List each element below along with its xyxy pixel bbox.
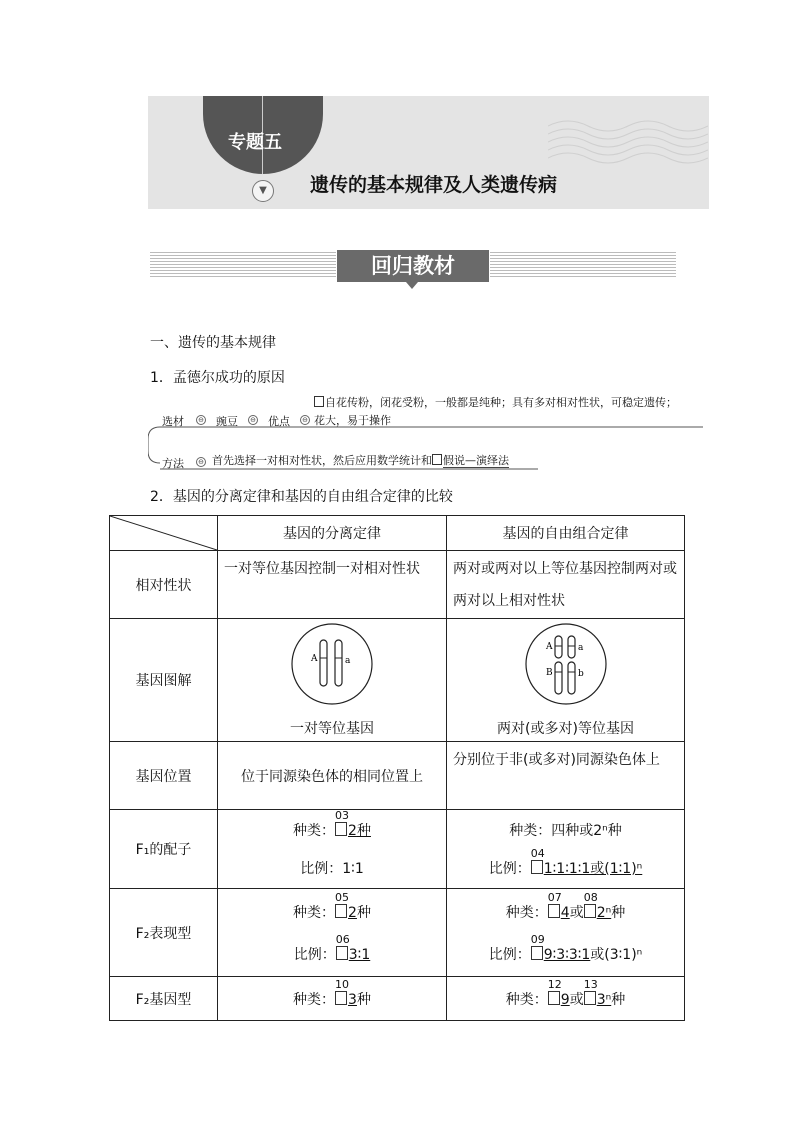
- heading-comparison: 2．基因的分离定律和基因的自由组合定律的比较: [150, 489, 453, 505]
- advantage-text-line2: 花大，易于操作: [314, 414, 391, 427]
- section-title: 回归教材: [337, 250, 489, 282]
- row-label: F₂表现型: [110, 889, 218, 977]
- comparison-table: [109, 515, 685, 1021]
- col-header-independent: 基因的自由组合定律: [447, 516, 685, 551]
- arrow-circle-icon: ⊖: [248, 415, 258, 425]
- answer-number: 03: [335, 809, 350, 822]
- topic-number: 专题五: [228, 132, 282, 153]
- cell: 种类： 10 3种: [218, 977, 447, 1021]
- dotted-band-right: [490, 252, 676, 279]
- svg-text:B: B: [545, 668, 553, 678]
- answer-number: 05: [335, 890, 350, 904]
- diagonal-line: [110, 516, 217, 550]
- answer-number: 13: [583, 977, 598, 991]
- svg-text:A: A: [545, 642, 552, 652]
- svg-text:b: b: [577, 669, 584, 679]
- label-advantage: 优点: [268, 415, 290, 428]
- allele-label: a: [345, 656, 351, 666]
- answer-number: 04: [530, 847, 545, 860]
- table-row: [110, 977, 685, 1021]
- cell: 两对或两对以上等位基因控制两对或两对以上相对性状: [447, 551, 685, 619]
- mendel-diagram: [148, 393, 708, 473]
- table-row: [110, 551, 685, 619]
- caption: 一对等位基因: [290, 721, 374, 737]
- corner-cell: [110, 516, 218, 551]
- answer-number: 10: [335, 977, 350, 991]
- two-allele-pairs-diagram: [524, 622, 608, 706]
- allele-label: A: [311, 654, 318, 664]
- label-material: 选材: [162, 415, 184, 428]
- cell: 种类： 12 9或 13 3ⁿ种: [447, 977, 685, 1021]
- col-header-segregation: 基因的分离定律: [218, 516, 447, 551]
- label-method: 方法: [162, 457, 184, 470]
- arrow-circle-icon: ⊖: [196, 457, 206, 467]
- answer: 3∶1: [348, 946, 371, 963]
- row-label: 基因图解: [110, 619, 218, 742]
- cell: 种类： 03 2种 比例：1∶1: [218, 810, 447, 889]
- answer: 2: [348, 823, 357, 839]
- topic-banner: [148, 96, 709, 209]
- cell: 种类： 07 4或 08 2ⁿ种 比例： 09 9∶3∶3∶1或(3∶1)ⁿ: [447, 889, 685, 977]
- heading-genetic-laws: 一、遗传的基本规律: [150, 335, 276, 351]
- table-row: [110, 742, 685, 810]
- section-pointer: [406, 282, 418, 289]
- row-label: F₂基因型: [110, 977, 218, 1021]
- dotted-band-left: [150, 252, 336, 279]
- cell: 一对等位基因控制一对相对性状: [218, 551, 447, 619]
- arrow-circle-icon: ⊖: [196, 415, 206, 425]
- answer: 3: [348, 991, 357, 1008]
- answer: 1∶1∶1∶1或(1∶1)ⁿ: [543, 861, 643, 877]
- cell: [447, 619, 685, 742]
- cell: 种类：四种或2ⁿ种 比例： 04 1∶1∶1∶1或(1∶1)ⁿ: [447, 810, 685, 889]
- cell: 种类： 05 2种 比例： 06 3∶1: [218, 889, 447, 977]
- answer-number: 12: [547, 977, 562, 991]
- one-allele-pair-diagram: [290, 622, 374, 706]
- svg-text:a: a: [577, 643, 583, 653]
- table-header-row: [110, 516, 685, 551]
- topic-title: 遗传的基本规律及人类遗传病: [310, 174, 558, 196]
- answer: 4: [560, 904, 570, 921]
- answer-number: 08: [583, 890, 598, 904]
- answer: 2: [348, 904, 357, 921]
- cell: 位于同源染色体的相同位置上: [218, 742, 447, 810]
- arrow-circle-icon: ⊖: [300, 415, 310, 425]
- caption: 两对(或多对)等位基因: [497, 721, 634, 737]
- answer: 9: [560, 991, 570, 1008]
- table-row: [110, 619, 685, 742]
- table-row: [110, 810, 685, 889]
- row-label: 相对性状: [110, 551, 218, 619]
- cell: [218, 619, 447, 742]
- method-answer: 假说—演绎法: [443, 454, 509, 467]
- cell: 分别位于非(或多对)同源染色体上: [447, 742, 685, 810]
- answer-number: 07: [547, 890, 562, 904]
- row-label: 基因位置: [110, 742, 218, 810]
- label-pea: 豌豆: [216, 415, 238, 428]
- answer: 3ⁿ: [596, 991, 612, 1008]
- decorative-waves: [548, 106, 708, 176]
- row-label: F₁的配子: [110, 810, 218, 889]
- method-text: 首先选择一对相对性状，然后应用数学统计和 假说—演绎法: [212, 454, 509, 467]
- answer-number: 09: [530, 932, 545, 946]
- answer: 9∶3∶3∶1: [543, 946, 591, 963]
- advantage-text-line1: 自花传粉，闭花受粉，一般都是纯种；具有多对相对性状，可稳定遗传；: [314, 394, 677, 410]
- table-row: [110, 889, 685, 977]
- answer-number: 06: [335, 932, 350, 946]
- heading-mendel-success: 1．孟德尔成功的原因: [150, 370, 285, 386]
- chevron-down-icon: ▼: [252, 180, 274, 202]
- answer: 2ⁿ: [596, 904, 612, 921]
